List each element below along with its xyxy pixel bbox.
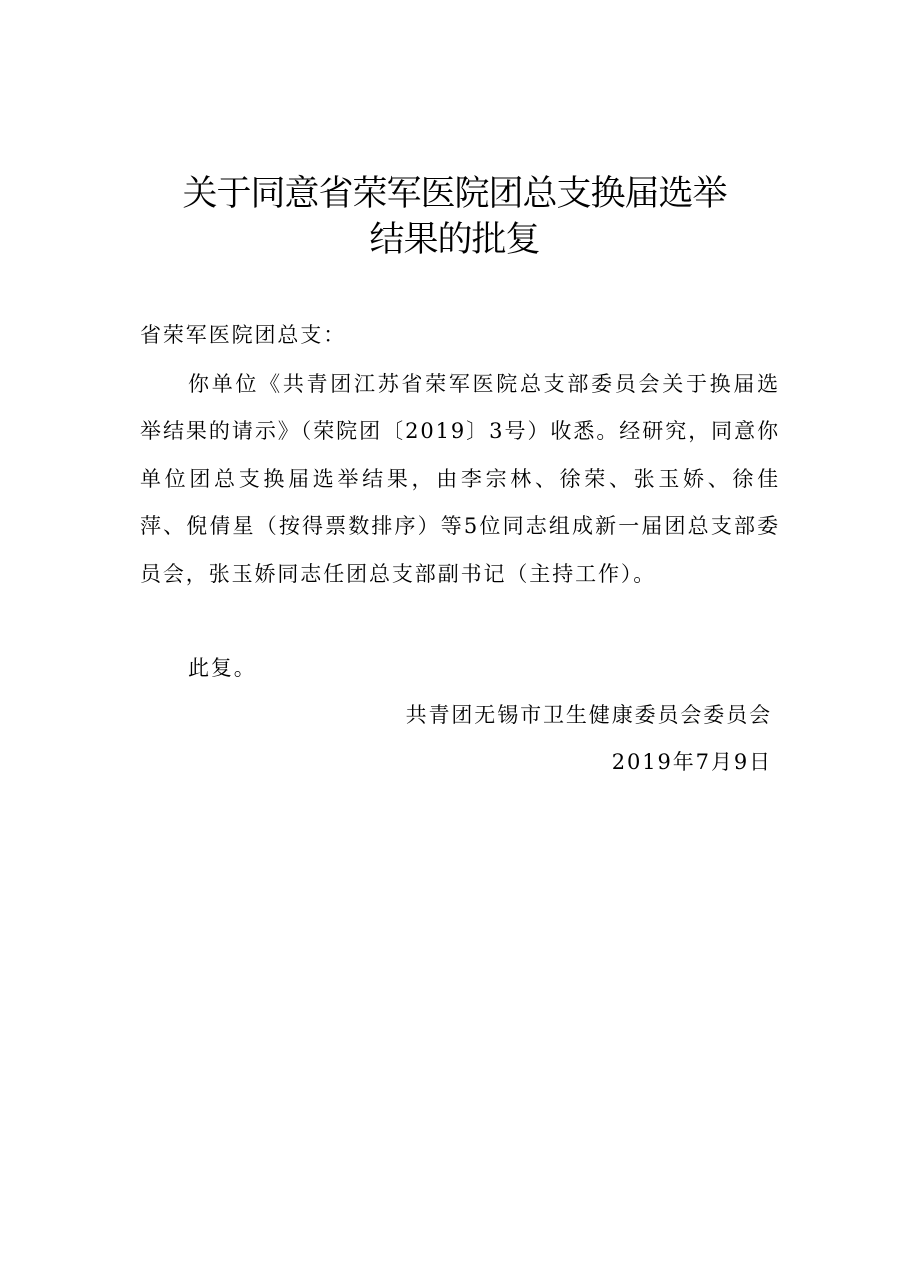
issue-date: 2019年7月9日 [611, 750, 772, 774]
document-title-line-1: 关于同意省荣军医院团总支换届选举 [182, 174, 727, 214]
body-paragraph: 你单位《共青团江苏省荣军医院总支部委员会关于换届选举结果的请示》（荣院团〔2019〕3号）收悉。经研究，同意你单位团总支换届选举结果，由李宗林、徐荣、张玉娇、徐佳萍、倪倩星（按得票数排序）等5位同志组成新一届团总支部委员会，张玉娇同志任团总支部副书记（主持工作）。 [140, 372, 780, 586]
reply-closing: 此复。 [188, 656, 257, 680]
salutation: 省荣军医院团总支： [140, 323, 347, 347]
document-title-line-2: 结果的批复 [369, 220, 540, 260]
issuer-signature: 共青团无锡市卫生健康委员会委员会 [405, 703, 772, 727]
